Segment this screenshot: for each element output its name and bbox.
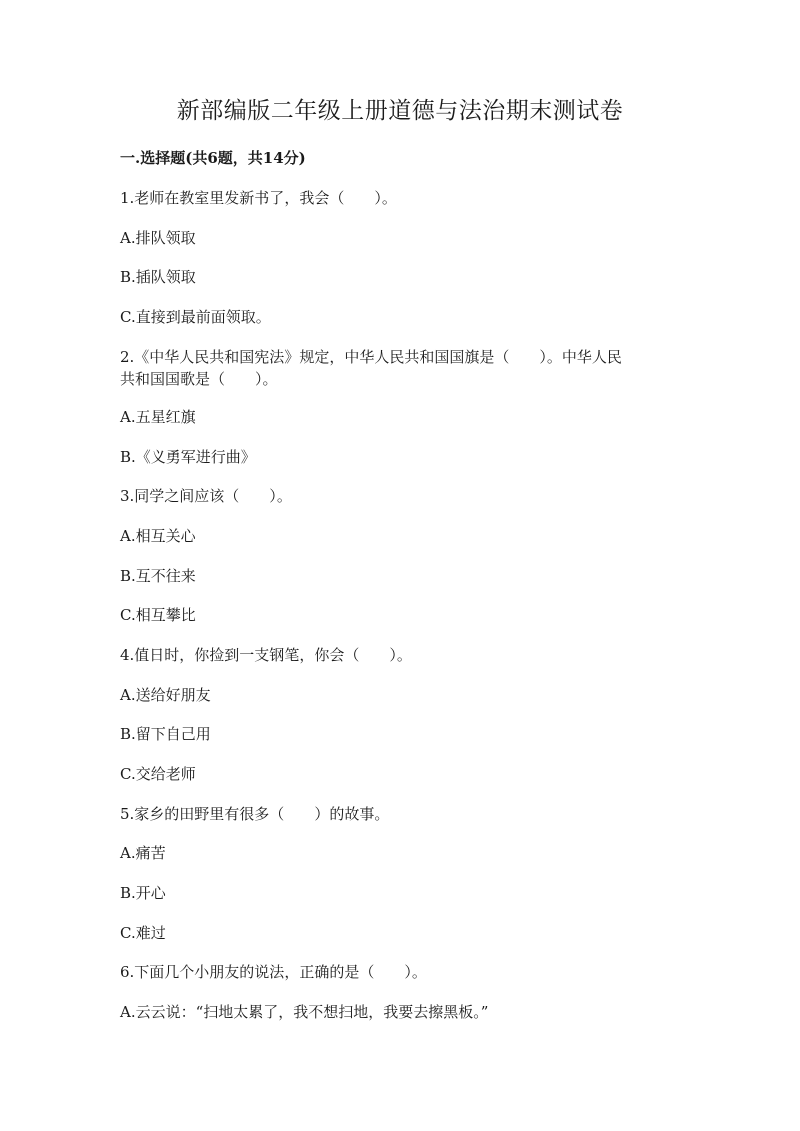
option-3c: C.相互攀比 [120, 606, 196, 624]
option-5b: B.开心 [120, 884, 166, 902]
question-2-line-2: 共和国国歌是（ ）。 [120, 370, 278, 388]
option-5c: C.难过 [120, 924, 166, 942]
option-1b: B.插队领取 [120, 268, 196, 286]
question-1: 1.老师在教室里发新书了，我会（ ）。 [120, 189, 397, 207]
question-2-line-1: 2.《中华人民共和国宪法》规定，中华人民共和国国旗是（ ）。中华人民 [120, 348, 622, 366]
option-4b: B.留下自己用 [120, 725, 211, 743]
page-title: 新部编版二年级上册道德与法治期末测试卷 [176, 98, 624, 124]
option-1a: A.排队领取 [120, 229, 196, 247]
question-3: 3.同学之间应该（ ）。 [120, 487, 292, 505]
option-6a: A.云云说：“扫地太累了，我不想扫地，我要去擦黑板。” [120, 1003, 489, 1021]
option-2a: A.五星红旗 [120, 408, 196, 426]
question-5: 5.家乡的田野里有很多（ ）的故事。 [120, 805, 390, 823]
question-4: 4.值日时，你捡到一支钢笔，你会（ ）。 [120, 646, 412, 664]
option-4c: C.交给老师 [120, 765, 196, 783]
option-3a: A.相互关心 [120, 527, 196, 545]
option-5a: A.痛苦 [120, 844, 166, 862]
section-heading: 一.选择题(共6题，共14分) [120, 149, 306, 167]
option-3b: B.互不往来 [120, 567, 196, 585]
option-2b: B.《义勇军进行曲》 [120, 448, 256, 466]
option-1c: C.直接到最前面领取。 [120, 308, 271, 326]
question-6: 6.下面几个小朋友的说法，正确的是（ ）。 [120, 963, 427, 981]
option-4a: A.送给好朋友 [120, 686, 211, 704]
